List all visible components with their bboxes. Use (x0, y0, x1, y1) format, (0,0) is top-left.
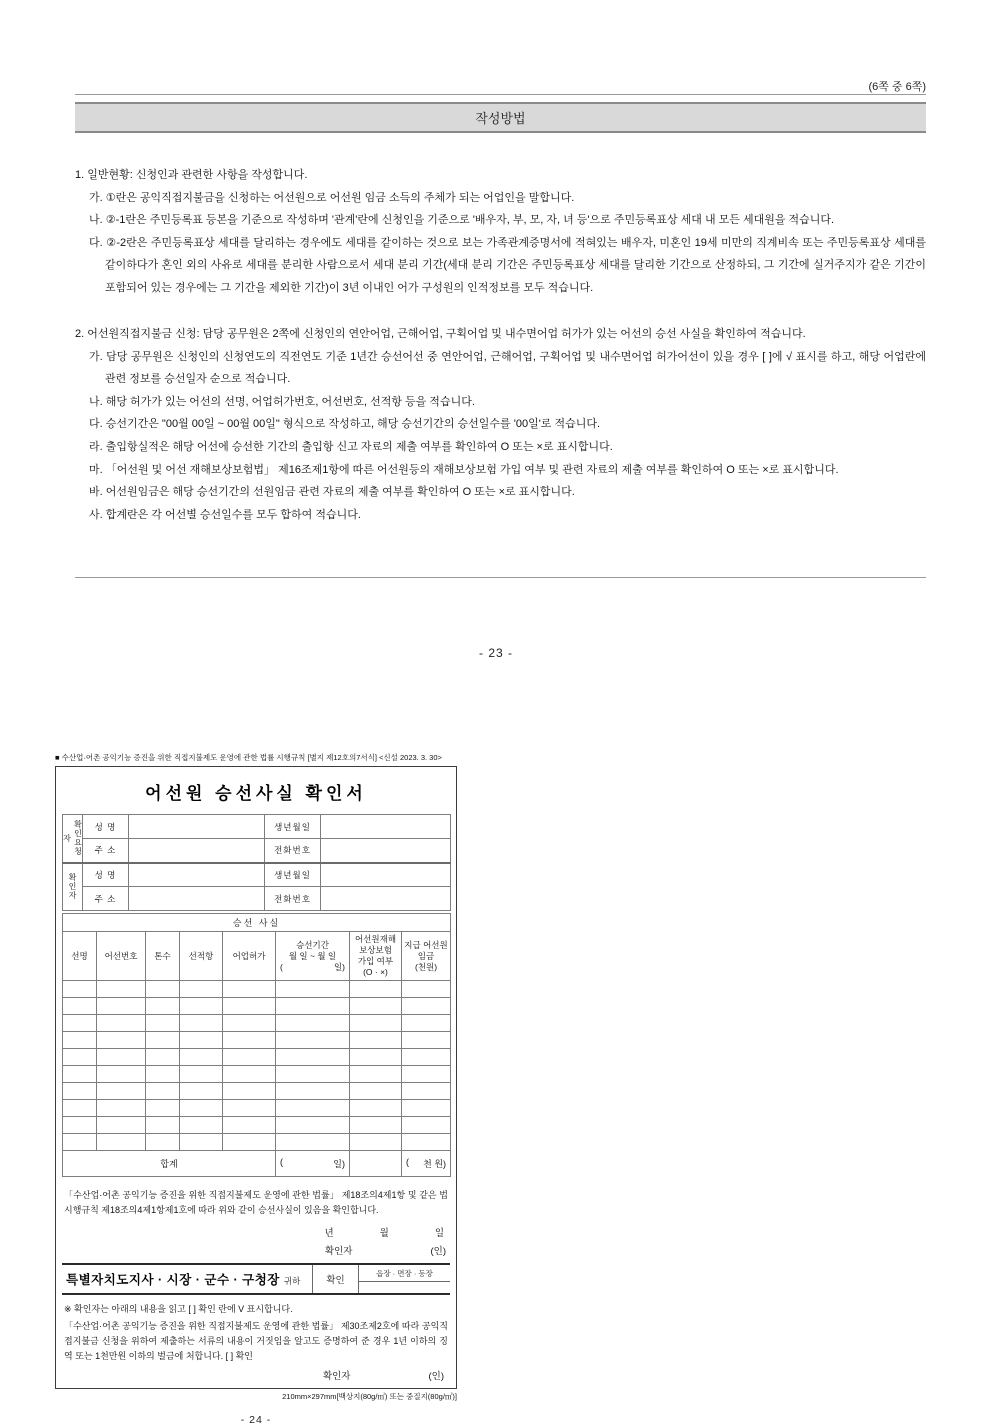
top-divider (75, 94, 926, 95)
instruction-item: 1. 일반현황: 신청인과 관련한 사항을 작성합니다. (75, 169, 308, 181)
form-legal-caption: ■ 수산업·어촌 공익기능 증진을 위한 직접지불제도 운영에 관한 법률 시행규칙 [별지 제12호의7서식] <신설 2023. 3. 30> (55, 753, 442, 762)
signature-space (352, 1243, 430, 1257)
day-label: 일 (434, 1227, 444, 1239)
confirm-cell-label: 확인 (312, 1265, 358, 1293)
table-row (63, 1134, 451, 1151)
confirmer-birthdate-field (321, 863, 451, 887)
instruction-item: 라. 출입항실적은 해당 어선에 승선한 기간의 출입항 신고 자료의 제출 여부를 확인하여 O 또는 ×로 표시합니다. (89, 441, 613, 454)
col-port-of-registry: 선적항 (180, 932, 223, 981)
requester-phone-field (321, 839, 451, 863)
year-label: 년 (324, 1227, 334, 1239)
seal-label: (인) (430, 1245, 446, 1257)
boarding-header-row (63, 932, 451, 981)
phone-label: 전화번호 (265, 839, 321, 863)
period-line1: 승선기간 (296, 939, 329, 950)
month-label: 월 (379, 1227, 389, 1239)
col-insurance: 어선원재해 보상보험 가입 여부 (O · ×) (350, 932, 402, 981)
confirmer-phone-field (321, 887, 451, 911)
col-ship-name: 선명 (63, 932, 97, 981)
name-label: 성 명 (83, 815, 129, 839)
address-label: 주 소 (83, 839, 129, 863)
total-label: 합계 (63, 1151, 276, 1177)
sheet-count-marker: (6쪽 중 6쪽) (868, 81, 926, 93)
officials-cell (358, 1265, 450, 1293)
name-label: 성 명 (83, 863, 129, 887)
address-label: 주 소 (83, 887, 129, 911)
col-vessel-number: 어선번호 (97, 932, 146, 981)
form-outer-box (55, 766, 457, 1389)
attached-form-area (55, 752, 457, 1426)
form-title: 어선원 승선사실 확인서 (145, 784, 367, 803)
boarding-facts-table (62, 913, 451, 1177)
section-header-bar (75, 102, 926, 133)
addressee-cell (62, 1265, 312, 1293)
requester-name-field (129, 815, 265, 839)
signature-space (350, 1368, 428, 1382)
instruction-item: 다. 승선기간은 "00월 00일 ~ 00월 00일" 형식으로 작성하고, 해당 승선기간의 승선일수를 '00일'로 적습니다. (89, 418, 601, 431)
requester-birthdate-field (321, 815, 451, 839)
addressee-suffix: 귀하 (283, 1275, 301, 1286)
confirmer-group-label: 확인자 (63, 863, 83, 911)
notice-instruction: ※ 확인자는 아래의 내용을 읽고 [ ] 확인 란에 V 표시합니다. (64, 1303, 293, 1314)
col-paid-wage: 지급 어선원 임금 (천원) (402, 932, 451, 981)
confirmer-row-1 (63, 863, 451, 887)
col-tonnage: 톤수 (146, 932, 180, 981)
paper-spec-note: 210mm×297mm[백상지(80g/㎡) 또는 중질지(80g/㎡)] (282, 1391, 457, 1401)
instruction-item: 가. ①란은 공익직접지불금을 신청하는 어선원으로 어선원 임금 소득의 주체가 되는 어업인을 말합니다. (89, 191, 575, 204)
confirmer-label: 확인자 (322, 1370, 351, 1382)
date-line (62, 1225, 450, 1239)
instruction-item: 사. 합계란은 각 어선별 승선일수를 모두 합하여 적습니다. (89, 508, 361, 521)
notice-signature-line (64, 1368, 448, 1382)
table-row (63, 1049, 451, 1066)
total-wage-cell: ( 천 원) (402, 1151, 451, 1177)
confirmer-name-field (129, 863, 265, 887)
instruction-item: 다. ②-2란은 주민등록표상 세대를 달리하는 경우에도 세대를 같이하는 것으로 보는 가족관계증명서에 적혀있는 배우자, 미혼인 19세 미만의 직계비속 또는 주민등록표상 세대를 같이하다가 혼인 외의 사유로 세대를 분리한 사람으로서 세대 분리 기간(세대 분리 기간은 주민등록표상 세대를 달리한 기간으로 산정하되, 그 기간에 실거주지가 같은 기간이 포함되어 있는 경우에는 그 기간을 제외한 기간)이 3년 이내인 어가 구성원의 인적정보를 모두 적습니다. (89, 236, 926, 294)
col-fishing-permit: 어업허가 (223, 932, 276, 981)
birthdate-label: 생년월일 (265, 863, 321, 887)
page-number-24: - 24 - (240, 1413, 272, 1426)
table-row (63, 1066, 451, 1083)
seal-label: (인) (428, 1370, 444, 1382)
table-row (63, 1100, 451, 1117)
total-days-cell: ( 일) (276, 1151, 350, 1177)
boarding-section-band (63, 914, 451, 932)
notice-penalty-text: 「수산업·어촌 공익기능 증진을 위한 직접지불제도 운영에 관한 법률」 제30조제2호에 따라 공익직접지불금 신청을 위하여 제출하는 서류의 내용이 거짓임을 알고도 증명하여 준 경우 1년 이하의 징역 또는 1천만원 이하의 벌금에 처합니다. [ ] 확인 (64, 1321, 448, 1362)
birthdate-label: 생년월일 (265, 815, 321, 839)
notice-block (62, 1303, 450, 1382)
confirmer-label: 확인자 (324, 1245, 353, 1257)
confirmation-statement: 「수산업·어촌 공익기능 증진을 위한 직접지불제도 운영에 관한 법률」 제18조의4제1항 및 같은 법 시행규칙 제18조의4제1항제1호에 따라 위와 같이 승선사실이 있음을 확인합니다. (64, 1190, 448, 1216)
instruction-item: 나. 해당 허가가 있는 어선의 선명, 어업허가번호, 어선번호, 선적항 등을 적습니다. (89, 395, 475, 408)
col-boarding-period (276, 932, 350, 981)
table-row (63, 1083, 451, 1100)
instruction-item: 나. ②-1란은 주민등록표 등본을 기준으로 작성하며 '관계'란에 신청인을 기준으로 '배우자, 부, 모, 자, 녀 등'으로 주민등록표상 세대 내 모든 세대원을 적습니다. (89, 214, 835, 227)
requester-address-field (129, 839, 265, 863)
table-row (63, 981, 451, 998)
table-row (63, 1117, 451, 1134)
table-row (63, 998, 451, 1015)
person-info-table (62, 814, 451, 911)
instructions-block (75, 164, 926, 526)
section-title: 작성방법 (475, 111, 526, 126)
confirmer-row-2 (63, 887, 451, 911)
bottom-divider (75, 577, 926, 578)
total-row (63, 1151, 451, 1177)
officials-signature-space (359, 1282, 450, 1293)
requester-row-1 (63, 815, 451, 839)
table-row (63, 1032, 451, 1049)
phone-label: 전화번호 (265, 887, 321, 911)
table-row (63, 1015, 451, 1032)
period-line3: ( 일) (280, 961, 345, 972)
confirmer-signature-line (62, 1243, 450, 1257)
instruction-item: 가. 담당 공무원은 신청인의 신청연도의 직전연도 기준 1년간 승선어선 중 연안어업, 근해어업, 구획어업 및 내수면어업 허가어선이 있을 경우 [ ]에 √ 표시를 하고, 해당 어업란에 관련 정보를 승선일자 순으로 적습니다. (89, 350, 926, 386)
requester-row-2 (63, 839, 451, 863)
total-insurance-cell (350, 1151, 402, 1177)
instruction-item: 바. 어선원임금은 해당 승선기간의 선원임금 관련 자료의 제출 여부를 확인하여 O 또는 ×로 표시합니다. (89, 486, 575, 499)
page-number-23: - 23 - (478, 646, 513, 660)
period-line2: 월 일 ~ 월 일 (288, 950, 337, 961)
boarding-section-title: 승선 사실 (63, 914, 451, 932)
requester-group-label: 확인요청자 (63, 815, 83, 863)
instruction-item: 마. 「어선원 및 어선 재해보상보험법」 제16조제1항에 따른 어선원등의 재해보상보험 가입 여부 및 관련 자료의 제출 여부를 확인하여 O 또는 ×로 표시합니다. (89, 463, 839, 476)
confirmer-address-field (129, 887, 265, 911)
addressee-title: 특별자치도지사 · 시장 · 군수 · 구청장 (66, 1272, 280, 1287)
officials-label: 읍장 · 면장 · 동장 (359, 1265, 450, 1282)
addressee-row (62, 1263, 450, 1295)
instruction-item: 2. 어선원직접지불금 신청: 담당 공무원은 2쪽에 신청인의 연안어업, 근해어업, 구획어업 및 내수면어업 허가가 있는 어선의 승선 사실을 확인하여 적습니다. (75, 328, 806, 341)
